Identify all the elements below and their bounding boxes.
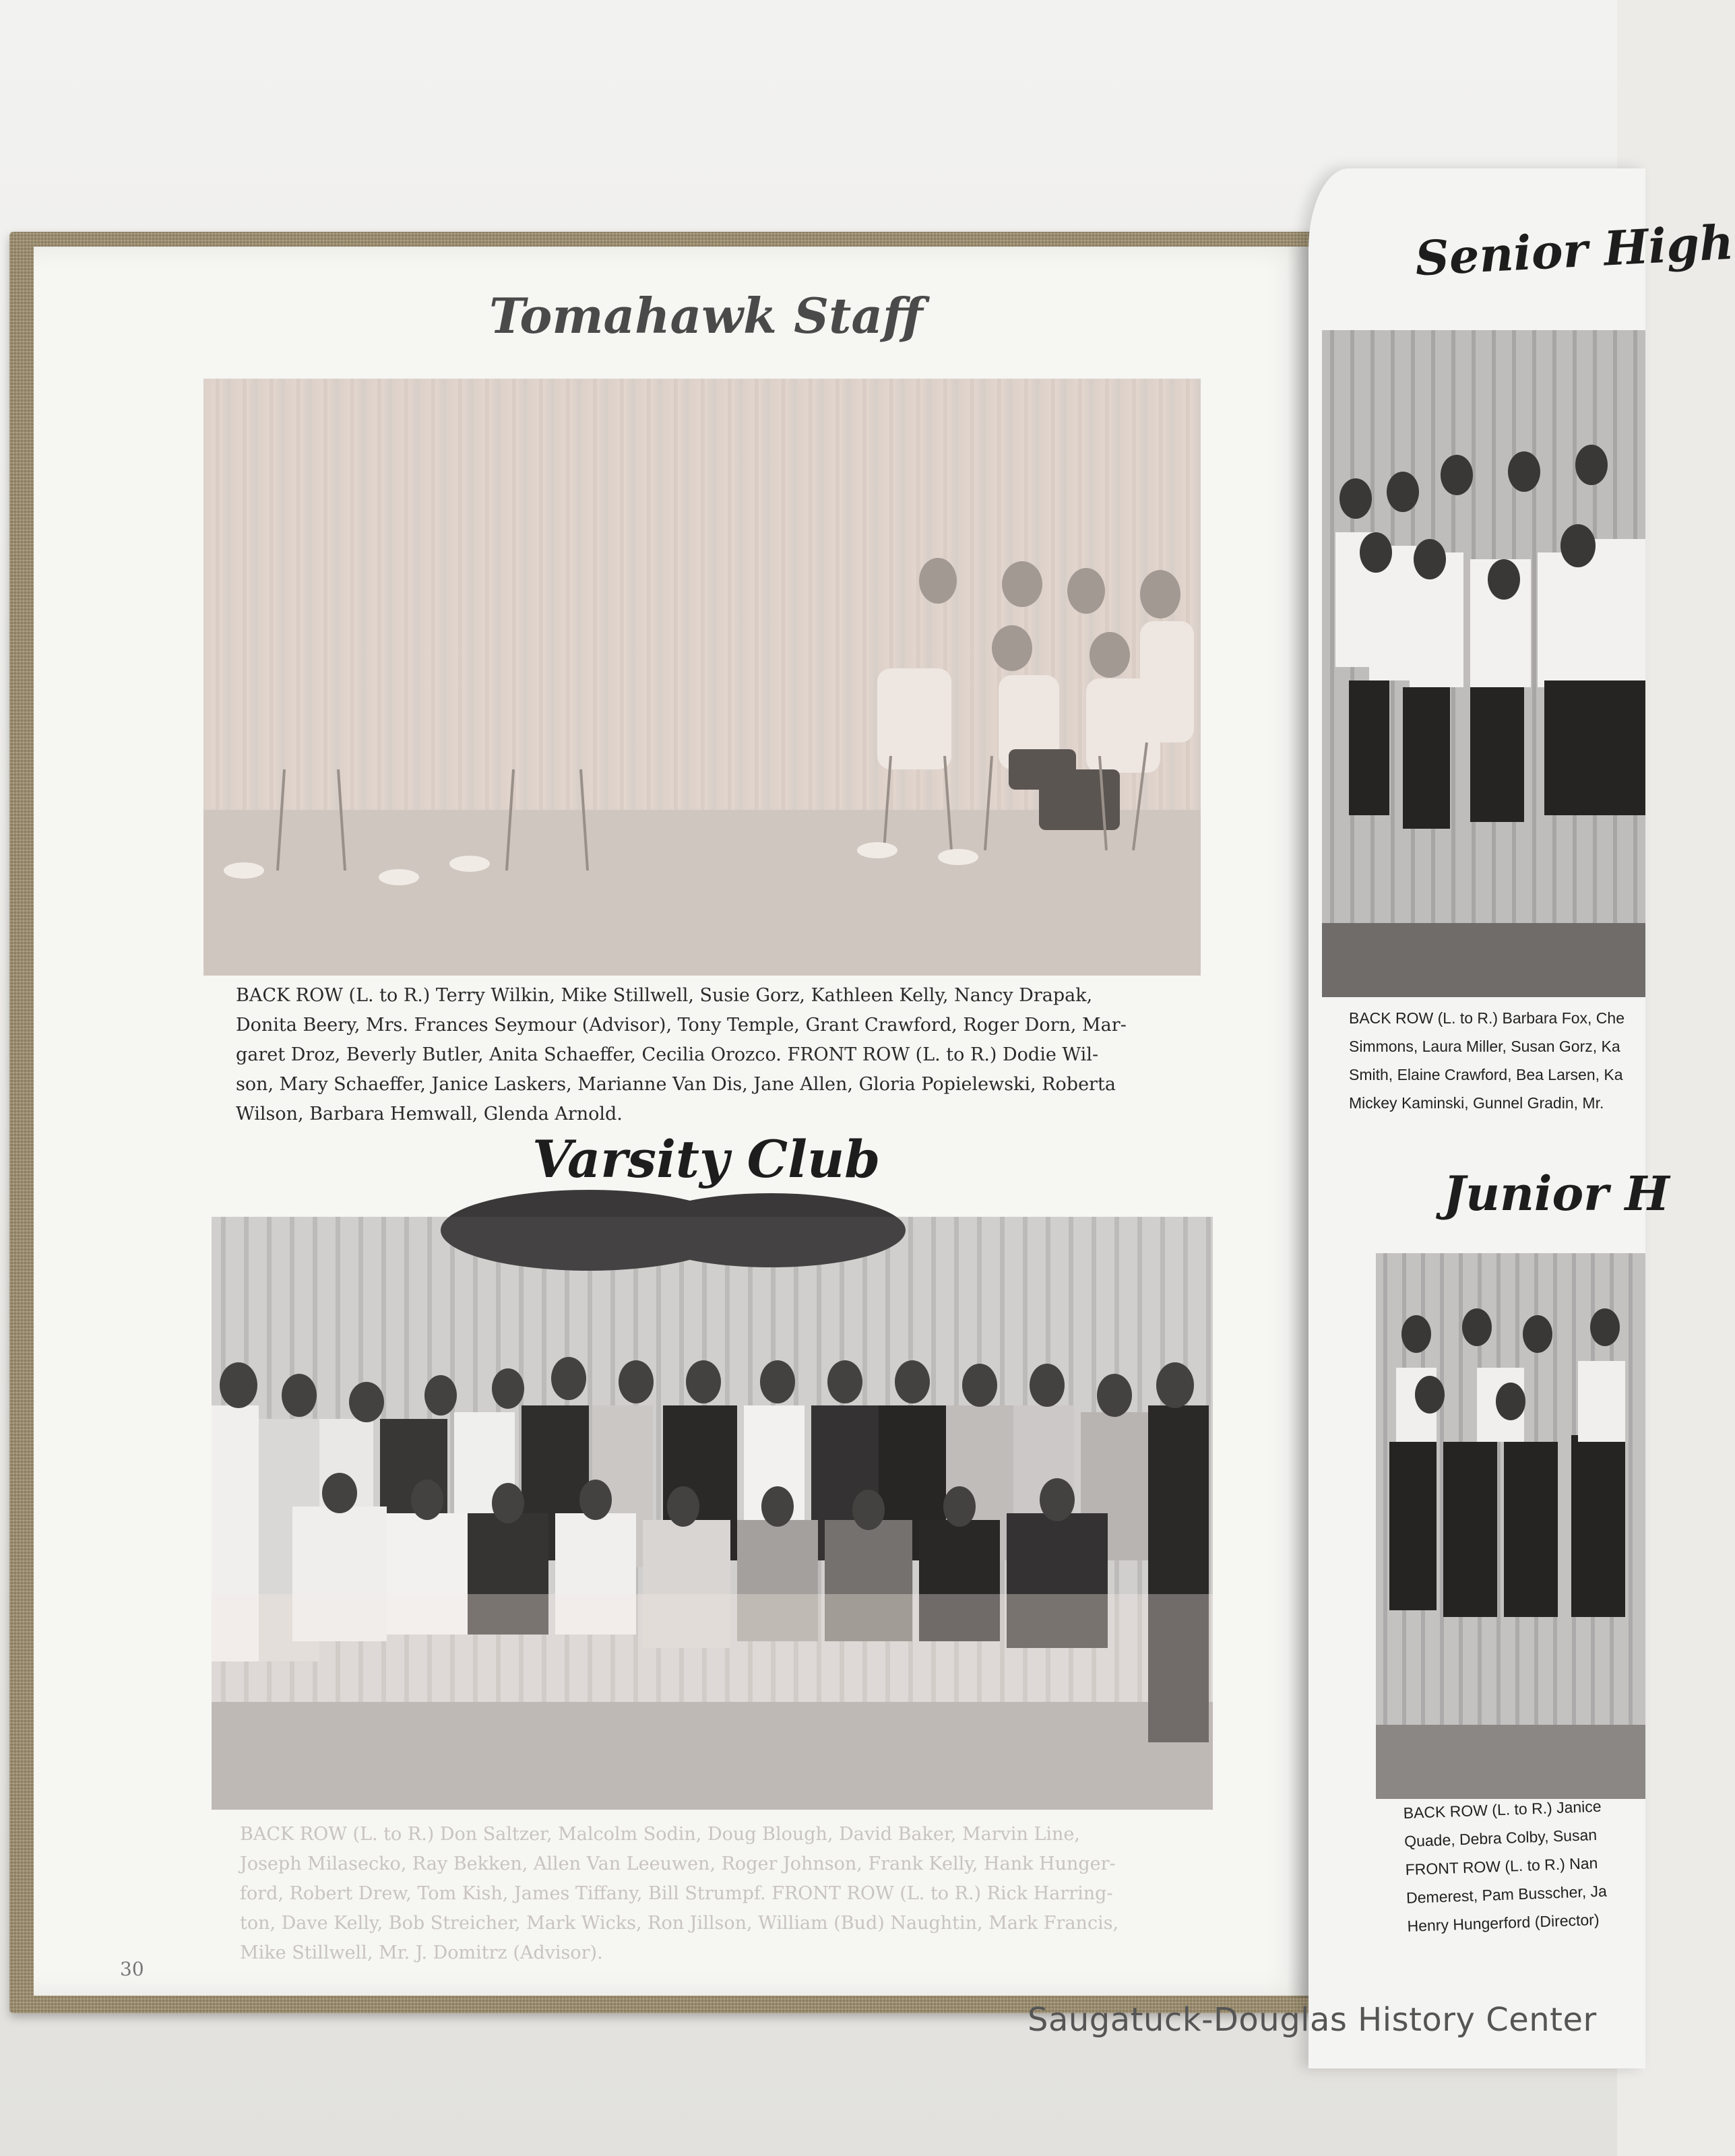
caption-line: Quade, Debra Colby, Susan [1403,1825,1598,1850]
caption-line: BACK ROW (L. to R.) Barbara Fox, Che [1349,1009,1625,1027]
varsity-club-caption [240,1820,1118,1968]
caption-line: garet Droz, Beverly Butler, Anita Schaeffer, Cecilia Orozco. FRONT ROW (L. to R.) Dodie Wil- [236,1044,1099,1065]
tomahawk-staff-caption [236,981,1127,1129]
caption-line: BACK ROW (L. to R.) Janice [1403,1797,1602,1822]
caption-line: BACK ROW (L. to R.) Terry Wilkin, Mike Stillwell, Susie Gorz, Kathleen Kelly, Nancy Drapak, [236,985,1093,1006]
caption-line: ford, Robert Drew, Tom Kish, James Tiffany, Bill Strumpf. FRONT ROW (L. to R.) Rick Harring- [240,1883,1113,1904]
left-page [34,247,1311,1996]
caption-line: Donita Beery, Mrs. Frances Seymour (Advisor), Tony Temple, Grant Crawford, Roger Dorn, Mar- [236,1015,1127,1036]
caption-line: BACK ROW (L. to R.) Don Saltzer, Malcolm Sodin, Doug Blough, David Baker, Marvin Line, [240,1824,1080,1845]
caption-line: Mike Stillwell, Mr. J. Domitrz (Advisor). [240,1942,603,1963]
caption-line: FRONT ROW (L. to R.) Nan [1405,1853,1598,1878]
varsity-club-title: Varsity Club [532,1129,881,1189]
caption-line: ton, Dave Kelly, Bob Streicher, Mark Wicks, Ron Jillson, William (Bud) Naughtin, Mark Francis, [240,1913,1119,1934]
senior-high-title: Senior High [1414,214,1735,287]
caption-line: Simmons, Laura Miller, Susan Gorz, Ka [1349,1038,1620,1055]
right-page [1308,168,1735,2068]
caption-line: son, Mary Schaeffer, Janice Laskers, Marianne Van Dis, Jane Allen, Gloria Popielewski, Roberta [236,1074,1116,1095]
junior-high-title: Junior H [1443,1166,1670,1222]
caption-line: Joseph Milasecko, Ray Bekken, Allen Van Leeuwen, Roger Johnson, Frank Kelly, Hank Hunger- [240,1853,1116,1874]
senior-high-caption [1349,1004,1624,1117]
junior-high-caption [1403,1792,1608,1940]
caption-line: Mickey Kaminski, Gunnel Gradin, Mr. [1349,1094,1604,1112]
senior-high-photo [1322,330,1645,997]
caption-line: Demerest, Pam Busscher, Ja [1406,1882,1608,1907]
varsity-club-photo [212,1217,1213,1810]
caption-line: Smith, Elaine Crawford, Bea Larsen, Ka [1349,1066,1623,1083]
tomahawk-staff-title: Tomahawk Staff [489,287,923,344]
tomahawk-staff-photo [203,379,1201,976]
watermark: Saugatuck-Douglas History Center [1028,2001,1597,2039]
junior-high-photo [1376,1253,1645,1799]
caption-line: Henry Hungerford (Director) [1407,1910,1600,1935]
caption-line: Wilson, Barbara Hemwall, Glenda Arnold. [236,1104,623,1124]
page-number: 30 [120,1958,144,1980]
